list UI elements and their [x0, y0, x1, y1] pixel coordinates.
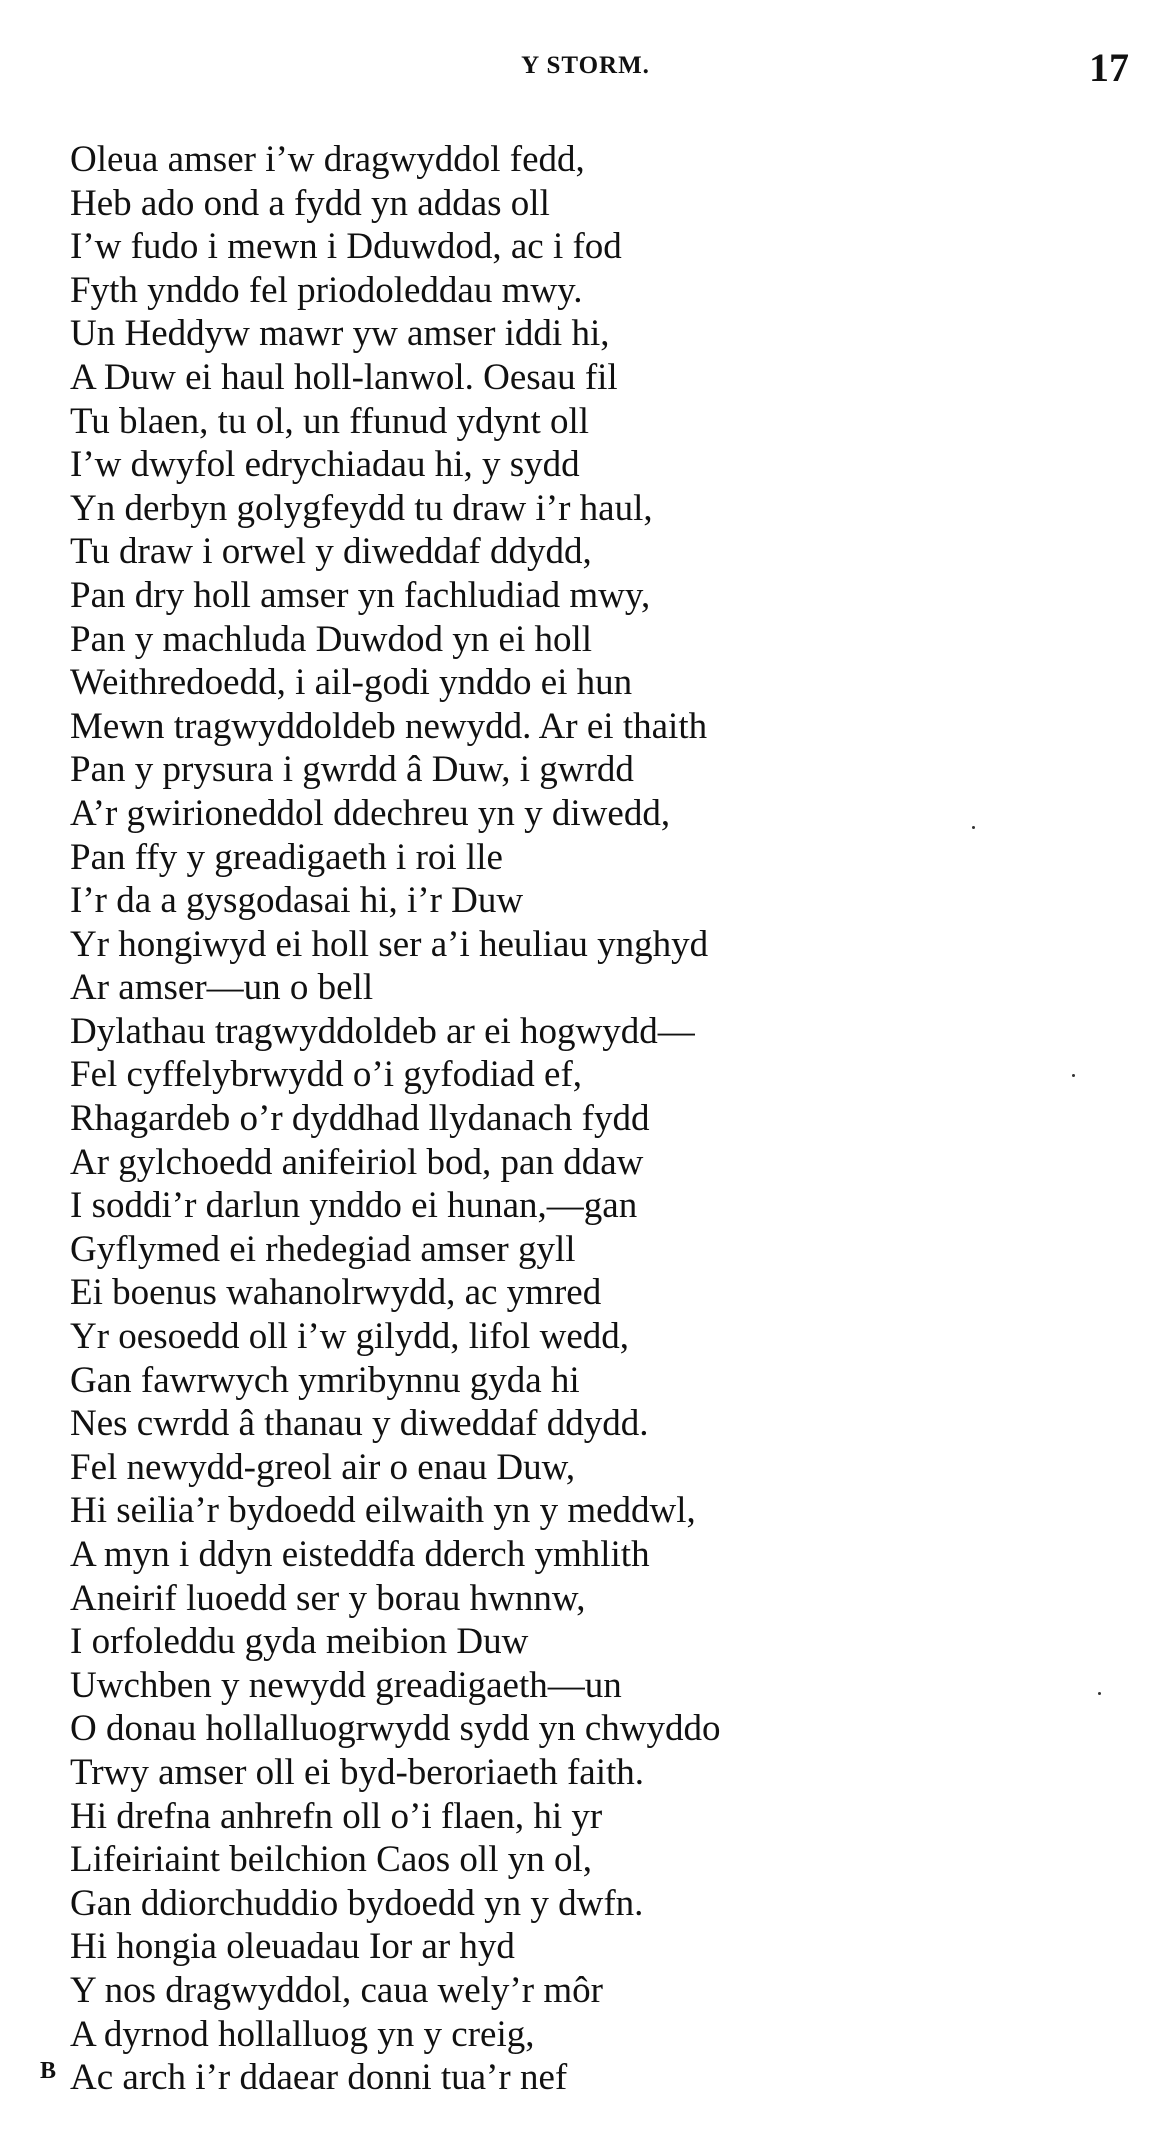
poem-line: Hi seilia’r bydoedd eilwaith yn y meddwl, — [70, 1490, 696, 1532]
poem-line: Ac arch i’r ddaear donni tua’r nef — [70, 2057, 568, 2099]
poem-line: Ar amser—un o bell — [70, 967, 374, 1009]
ink-speck — [972, 826, 975, 829]
poem-line: Lifeiriaint beilchion Caos oll yn ol, — [70, 1839, 593, 1881]
poem-line: Fyth ynddo fel priodoleddau mwy. — [70, 269, 583, 311]
poem-line: O donau hollalluogrwydd sydd yn chwyddo — [70, 1708, 721, 1750]
page-number: 17 — [1089, 45, 1129, 90]
poem-line: Tu blaen, tu ol, un ffunud ydynt oll — [70, 400, 590, 442]
ink-speck — [1072, 1074, 1075, 1077]
poem-line: A dyrnod hollalluog yn y creig, — [70, 2013, 535, 2055]
poem-line: Ar gylchoedd anifeiriol bod, pan ddaw — [70, 1141, 644, 1183]
poem-text — [70, 138, 1130, 2100]
poem-line: Ei boenus wahanolrwydd, ac ymred — [70, 1272, 602, 1314]
poem-line: Hi hongia oleuadau Ior ar hyd — [70, 1926, 515, 1968]
signature-mark: B — [40, 2058, 57, 2084]
poem-line: A myn i ddyn eisteddfa dderch ymhlith — [70, 1534, 650, 1575]
ink-speck — [1098, 1692, 1101, 1695]
poem-line: Trwy amser oll ei byd-beroriaeth faith. — [70, 1751, 645, 1793]
poem-line: Rhagardeb o’r dyddhad llydanach fydd — [70, 1098, 650, 1140]
poem-line: Un Heddyw mawr yw amser iddi hi, — [70, 313, 610, 355]
poem-line: I orfoleddu gyda meibion Duw — [70, 1621, 529, 1663]
poem-line: Gan fawrwych ymribynnu gyda hi — [70, 1359, 580, 1401]
poem-line: I’w fudo i mewn i Dduwdod, ac i fod — [70, 226, 622, 268]
poem-line: Pan y prysura i gwrdd â Duw, i gwrdd — [70, 749, 634, 791]
poem-line: Pan ffy y greadigaeth i roi lle — [70, 836, 503, 878]
poem-line: Yr oesoedd oll i’w gilydd, lifol wedd, — [70, 1316, 630, 1358]
poem-line: I’r da a gysgodasai hi, i’r Duw — [70, 880, 524, 922]
poem-line: Tu draw i orwel y diweddaf ddydd, — [70, 531, 592, 573]
poem-line: Mewn tragwyddoldeb newydd. Ar ei thaith — [70, 705, 708, 747]
poem-line: Yn derbyn golygfeydd tu draw i’r haul, — [70, 487, 653, 529]
poem-line: Nes cwrdd â thanau y diweddaf ddydd. — [70, 1403, 649, 1445]
poem-line: A Duw ei haul holl-lanwol. Oesau fil — [70, 356, 618, 398]
poem-line: Weithredoedd, i ail-godi ynddo ei hun — [70, 662, 633, 704]
poem-line: Fel newydd-greol air o enau Duw, — [70, 1446, 576, 1488]
poem-line: I soddi’r darlun ynddo ei hunan,—gan — [70, 1185, 638, 1227]
running-title: Y STORM. — [521, 52, 650, 79]
poem-line: Pan dry holl amser yn fachludiad mwy, — [70, 574, 651, 616]
poem-line: Gyflymed ei rhedegiad amser gyll — [70, 1228, 576, 1270]
poem-line: Y nos dragwyddol, caua wely’r môr — [70, 1969, 603, 2011]
poem-line: Fel cyffelybrwydd o’i gyfodiad ef, — [70, 1054, 583, 1096]
poem-line: I’w dwyfol edrychiadau hi, y sydd — [70, 444, 580, 486]
poem-line: Pan y machluda Duwdod yn ei holl — [70, 618, 593, 660]
poem-line: Dylathau tragwyddoldeb ar ei hogwydd— — [70, 1010, 695, 1052]
poem-line: A’r gwirioneddol ddechreu yn y diwedd, — [70, 792, 671, 834]
poem-line: Oleua amser i’w dragwyddol fedd, — [70, 139, 585, 180]
poem-line: Aneirif luoedd ser y borau hwnnw, — [70, 1577, 586, 1619]
poem-line: Gan ddiorchuddio bydoedd yn y dwfn. — [70, 1882, 644, 1924]
poem-line: Uwchben y newydd greadigaeth—un — [70, 1664, 622, 1706]
poem-line: Hi drefna anhrefn oll o’i flaen, hi yr — [70, 1795, 603, 1837]
poem-line: Yr hongiwyd ei holl ser a’i heuliau ynghyd — [70, 923, 709, 965]
poem-line: Heb ado ond a fydd yn addas oll — [70, 182, 550, 224]
